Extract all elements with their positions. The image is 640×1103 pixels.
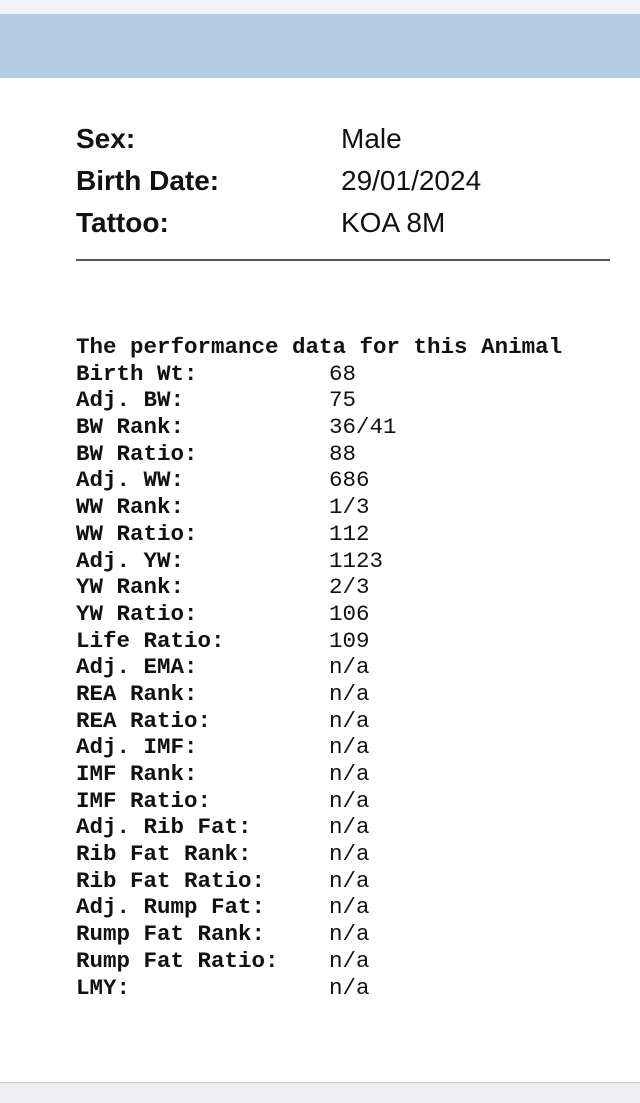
performance-value: n/a bbox=[329, 761, 370, 787]
performance-value: 686 bbox=[329, 467, 370, 494]
performance-value: 106 bbox=[329, 600, 370, 627]
performance-row bbox=[76, 387, 562, 414]
performance-value: 112 bbox=[329, 520, 370, 547]
performance-label: Rump Fat Ratio: bbox=[76, 947, 279, 974]
performance-label: IMF Ratio: bbox=[76, 787, 212, 814]
info-value: Male bbox=[341, 123, 402, 154]
performance-value: 68 bbox=[329, 360, 357, 387]
performance-value: 2/3 bbox=[329, 574, 370, 601]
performance-row bbox=[76, 521, 562, 548]
performance-row bbox=[76, 761, 562, 788]
top-strip bbox=[0, 0, 640, 14]
performance-label: Adj. WW: bbox=[76, 467, 185, 494]
performance-label: YW Ratio: bbox=[76, 600, 198, 627]
performance-row bbox=[76, 894, 562, 921]
performance-label: Adj. Rib Fat: bbox=[76, 814, 252, 841]
performance-row bbox=[76, 841, 562, 868]
performance-value: n/a bbox=[329, 814, 370, 841]
performance-label: Adj. YW: bbox=[76, 547, 185, 574]
performance-data bbox=[76, 334, 562, 1001]
performance-label: BW Rank: bbox=[76, 414, 185, 441]
bottom-edge bbox=[0, 1082, 640, 1103]
performance-value: n/a bbox=[329, 707, 370, 734]
performance-label: Rib Fat Rank: bbox=[76, 841, 252, 868]
performance-value: n/a bbox=[329, 787, 370, 814]
performance-label: Adj. IMF: bbox=[76, 734, 198, 761]
performance-row bbox=[76, 868, 562, 895]
performance-value: n/a bbox=[329, 867, 370, 894]
performance-value: 88 bbox=[329, 440, 357, 467]
performance-row bbox=[76, 467, 562, 494]
performance-row bbox=[76, 921, 562, 948]
performance-label: LMY: bbox=[76, 974, 131, 1001]
performance-label: YW Rank: bbox=[76, 574, 185, 601]
performance-row bbox=[76, 654, 562, 681]
performance-row bbox=[76, 975, 562, 1002]
performance-label: Rib Fat Ratio: bbox=[76, 867, 266, 894]
performance-value: 1/3 bbox=[329, 494, 370, 521]
performance-value: 109 bbox=[329, 627, 370, 654]
section-divider bbox=[76, 259, 610, 261]
performance-row bbox=[76, 708, 562, 735]
info-row-birth-date bbox=[76, 160, 616, 202]
performance-value: 1123 bbox=[329, 547, 384, 574]
performance-row bbox=[76, 414, 562, 441]
performance-row bbox=[76, 681, 562, 708]
performance-row bbox=[76, 788, 562, 815]
performance-label: BW Ratio: bbox=[76, 440, 198, 467]
performance-label: REA Rank: bbox=[76, 680, 198, 707]
performance-rows bbox=[76, 361, 562, 1002]
performance-row bbox=[76, 601, 562, 628]
performance-label: WW Ratio: bbox=[76, 520, 198, 547]
performance-row bbox=[76, 734, 562, 761]
performance-value: n/a bbox=[329, 654, 370, 681]
performance-label: Life Ratio: bbox=[76, 627, 225, 654]
performance-label: IMF Rank: bbox=[76, 761, 198, 787]
performance-value: 75 bbox=[329, 387, 357, 414]
performance-label: WW Rank: bbox=[76, 494, 185, 521]
performance-heading: The performance data for this Animal bbox=[76, 334, 563, 360]
performance-row bbox=[76, 948, 562, 975]
performance-row bbox=[76, 494, 562, 521]
performance-row bbox=[76, 441, 562, 468]
performance-value: n/a bbox=[329, 921, 370, 948]
performance-value: n/a bbox=[329, 734, 370, 761]
performance-row bbox=[76, 628, 562, 655]
performance-label: Adj. BW: bbox=[76, 387, 185, 414]
animal-info bbox=[76, 118, 616, 244]
info-value: 29/01/2024 bbox=[341, 165, 482, 196]
info-label: Birth Date: bbox=[76, 165, 220, 196]
performance-label: Adj. Rump Fat: bbox=[76, 894, 266, 921]
performance-value: n/a bbox=[329, 947, 370, 974]
performance-value: n/a bbox=[329, 974, 370, 1001]
performance-row bbox=[76, 361, 562, 388]
performance-label: REA Ratio: bbox=[76, 707, 212, 734]
info-label: Sex: bbox=[76, 123, 136, 154]
performance-row bbox=[76, 574, 562, 601]
performance-value: n/a bbox=[329, 680, 370, 707]
performance-label: Adj. EMA: bbox=[76, 654, 198, 681]
info-value: KOA 8M bbox=[341, 207, 446, 238]
performance-label: Rump Fat Rank: bbox=[76, 921, 266, 948]
performance-row bbox=[76, 814, 562, 841]
performance-value: 36/41 bbox=[329, 414, 397, 441]
performance-value: n/a bbox=[329, 841, 370, 868]
header-band bbox=[0, 14, 640, 78]
performance-row bbox=[76, 548, 562, 575]
info-row-sex bbox=[76, 118, 616, 160]
performance-label: Birth Wt: bbox=[76, 360, 198, 387]
info-label: Tattoo: bbox=[76, 207, 169, 238]
info-row-tattoo bbox=[76, 202, 616, 244]
performance-value: n/a bbox=[329, 894, 370, 921]
